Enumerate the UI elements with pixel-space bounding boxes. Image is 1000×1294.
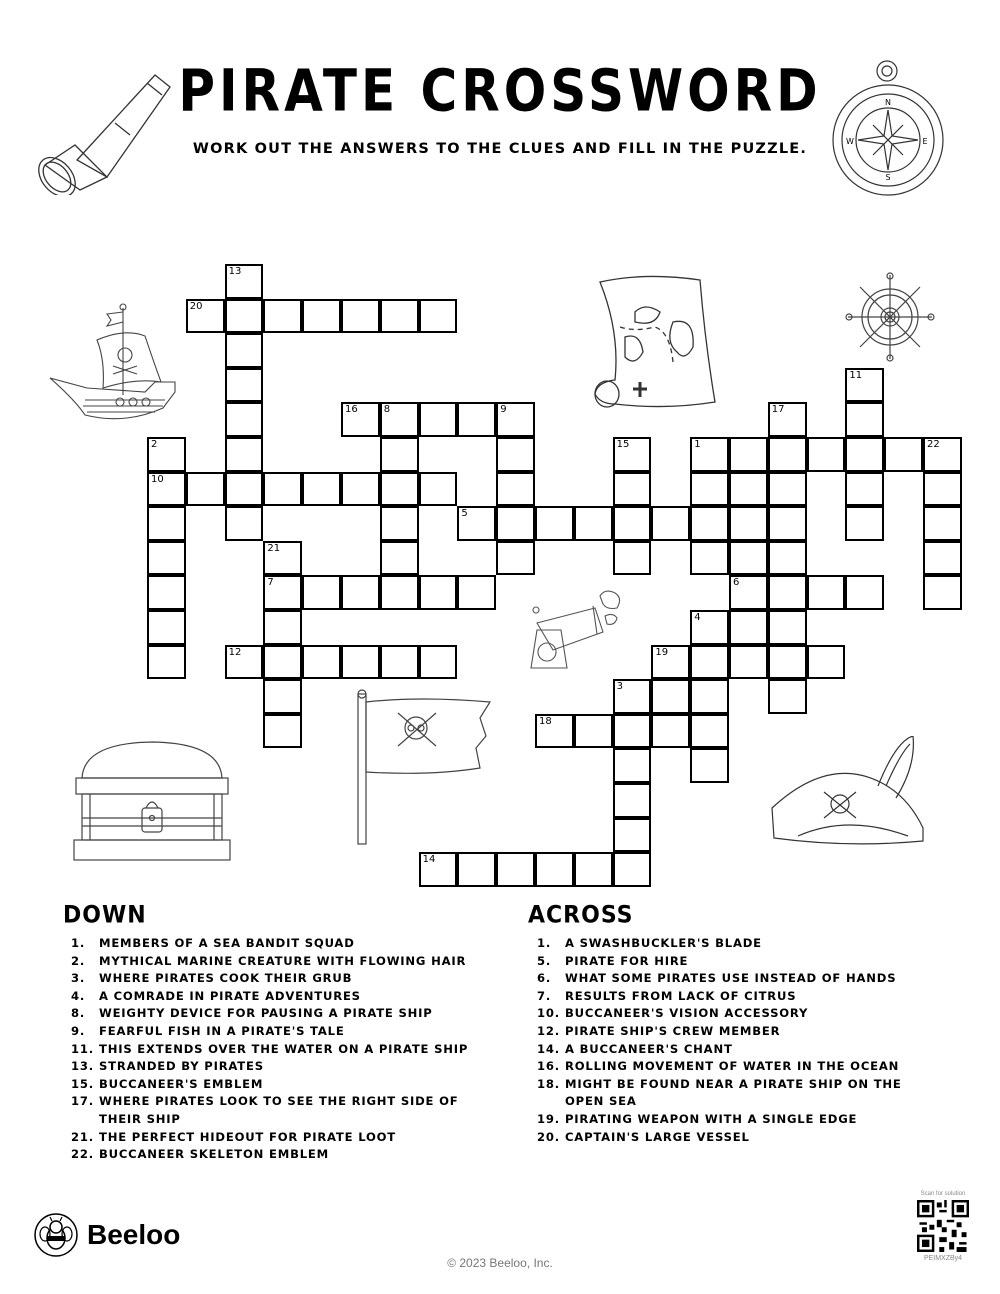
grid-cell[interactable] — [845, 506, 884, 541]
grid-cell[interactable] — [225, 368, 264, 403]
grid-cell[interactable] — [923, 472, 962, 507]
grid-cell[interactable] — [225, 472, 264, 507]
down-clue — [71, 1093, 471, 1128]
compass-n: N — [885, 98, 891, 107]
grid-cell[interactable] — [768, 437, 807, 472]
clue-number: 22 — [927, 439, 940, 450]
clue-text: A COMRADE IN PIRATE ADVENTURES — [99, 988, 361, 1003]
grid-cell[interactable] — [729, 645, 768, 680]
clue-number: 15. — [71, 1076, 94, 1091]
grid-cell[interactable] — [729, 541, 768, 576]
grid-cell[interactable] — [380, 402, 419, 437]
grid-cell[interactable] — [768, 402, 807, 437]
grid-cell[interactable] — [341, 645, 380, 680]
grid-cell[interactable] — [535, 714, 574, 749]
down-heading: DOWN — [63, 901, 147, 930]
grid-cell[interactable] — [225, 299, 264, 334]
grid-cell[interactable] — [768, 541, 807, 576]
grid-cell[interactable] — [535, 506, 574, 541]
clue-number: 13. — [71, 1059, 94, 1074]
grid-cell[interactable] — [690, 610, 729, 645]
clue-text: WHERE PIRATES COOK THEIR GRUB — [99, 971, 353, 986]
grid-cell[interactable] — [729, 506, 768, 541]
grid-cell[interactable] — [225, 645, 264, 680]
grid-cell[interactable] — [613, 679, 652, 714]
grid-cell[interactable] — [496, 541, 535, 576]
solution-qr[interactable] — [912, 1190, 974, 1264]
across-clue — [537, 1076, 927, 1111]
down-clue — [71, 953, 471, 971]
grid-cell[interactable] — [807, 437, 846, 472]
clue-number: 5 — [461, 508, 468, 520]
grid-cell[interactable] — [923, 437, 962, 472]
down-clues — [71, 935, 471, 1164]
grid-cell[interactable] — [845, 402, 884, 437]
down-clue — [71, 988, 471, 1006]
clue-number: 7 — [267, 577, 274, 589]
clue-number: 13 — [228, 266, 242, 277]
clue-text: FEARFUL FISH IN A PIRATE'S TALE — [99, 1023, 345, 1038]
clue-number: 16 — [345, 404, 358, 416]
clue-number: 15 — [616, 439, 630, 450]
grid-cell[interactable] — [729, 437, 768, 472]
grid-cell[interactable] — [186, 299, 225, 334]
clue-number: 17. — [71, 1094, 94, 1109]
clue-text: STRANDED BY PIRATES — [99, 1059, 264, 1074]
down-clue — [71, 1146, 471, 1164]
grid-cell[interactable] — [147, 437, 186, 472]
clue-text: WHAT SOME PIRATES USE INSTEAD OF HANDS — [565, 971, 897, 986]
clue-text: THIS EXTENDS OVER THE WATER ON A PIRATE SHIP — [99, 1041, 469, 1056]
clue-number: 12. — [537, 1023, 560, 1038]
grid-cell[interactable] — [263, 679, 302, 714]
clue-number: 20 — [189, 300, 203, 312]
grid-cell[interactable] — [147, 610, 186, 645]
clue-number: 3 — [616, 681, 623, 693]
down-clue — [71, 1041, 471, 1059]
grid-cell[interactable] — [535, 852, 574, 887]
clue-number: 6 — [733, 577, 740, 589]
grid-cell[interactable] — [690, 645, 729, 680]
grid-cell[interactable] — [341, 575, 380, 610]
grid-cell[interactable] — [884, 437, 923, 472]
clue-number: 3. — [71, 971, 86, 986]
grid-cell[interactable] — [147, 472, 186, 507]
clue-text: WEIGHTY DEVICE FOR PAUSING A PIRATE SHIP — [99, 1006, 433, 1021]
grid-cell[interactable] — [923, 506, 962, 541]
grid-cell[interactable] — [263, 472, 302, 507]
grid-cell[interactable] — [302, 645, 341, 680]
grid-cell[interactable] — [380, 437, 419, 472]
clue-number: 16. — [537, 1059, 560, 1074]
grid-cell[interactable] — [380, 506, 419, 541]
grid-cell[interactable] — [613, 506, 652, 541]
grid-cell[interactable] — [419, 852, 458, 887]
clue-number: 17 — [771, 404, 785, 416]
grid-cell[interactable] — [690, 748, 729, 783]
grid-cell[interactable] — [380, 575, 419, 610]
grid-cell[interactable] — [651, 645, 690, 680]
grid-cell[interactable] — [613, 748, 652, 783]
grid-cell[interactable] — [302, 575, 341, 610]
grid-cell[interactable] — [186, 472, 225, 507]
grid-cell[interactable] — [768, 679, 807, 714]
grid-cell[interactable] — [690, 679, 729, 714]
clue-number: 11 — [849, 369, 863, 381]
grid-cell[interactable] — [225, 333, 264, 368]
grid-cell[interactable] — [225, 264, 264, 299]
grid-cell[interactable] — [380, 645, 419, 680]
across-clues — [537, 935, 927, 1146]
grid-cell[interactable] — [613, 714, 652, 749]
grid-cell[interactable] — [690, 541, 729, 576]
clue-text: ROLLING MOVEMENT OF WATER IN THE OCEAN — [565, 1059, 900, 1074]
grid-cell[interactable] — [651, 506, 690, 541]
grid-cell[interactable] — [807, 575, 846, 610]
grid-cell[interactable] — [419, 299, 458, 334]
grid-cell[interactable] — [845, 472, 884, 507]
grid-cell[interactable] — [845, 437, 884, 472]
down-clue — [71, 1005, 471, 1023]
grid-cell[interactable] — [496, 506, 535, 541]
down-clue — [71, 1023, 471, 1041]
grid-cell[interactable] — [263, 645, 302, 680]
grid-cell[interactable] — [147, 541, 186, 576]
clue-number: 19 — [655, 646, 669, 658]
clue-number: 8 — [383, 404, 391, 416]
clue-number: 20. — [537, 1129, 560, 1144]
clue-number: 11. — [71, 1041, 94, 1056]
down-clue — [71, 1058, 471, 1076]
clue-number: 18. — [537, 1076, 560, 1091]
grid-cell[interactable] — [923, 541, 962, 576]
grid-cell[interactable] — [613, 541, 652, 576]
grid-cell[interactable] — [574, 506, 613, 541]
clue-text: MIGHT BE FOUND NEAR A PIRATE SHIP ON THE OPEN SEA — [565, 1076, 902, 1109]
grid-cell[interactable] — [341, 402, 380, 437]
grid-cell[interactable] — [147, 575, 186, 610]
grid-cell[interactable] — [147, 645, 186, 680]
clue-number: 1. — [537, 936, 552, 950]
clue-text: A SWASHBUCKLER'S BLADE — [565, 936, 762, 950]
grid-cell[interactable] — [729, 472, 768, 507]
clue-number: 19. — [537, 1111, 560, 1126]
grid-cell[interactable] — [574, 852, 613, 887]
grid-cell[interactable] — [613, 472, 652, 507]
across-clue — [537, 953, 927, 971]
grid-cell[interactable] — [768, 575, 807, 610]
grid-cell[interactable] — [613, 818, 652, 853]
grid-cell[interactable] — [263, 610, 302, 645]
clue-number: 22. — [71, 1147, 94, 1162]
grid-cell[interactable] — [729, 575, 768, 610]
page-title: PIRATE CROSSWORD — [178, 57, 822, 125]
clue-text: RESULTS FROM LACK OF CITRUS — [565, 988, 797, 1003]
grid-cell[interactable] — [845, 368, 884, 403]
across-clue — [537, 1005, 927, 1023]
across-heading: ACROSS — [528, 901, 634, 930]
grid-cell[interactable] — [457, 575, 496, 610]
grid-cell[interactable] — [807, 645, 846, 680]
down-clue — [71, 1076, 471, 1094]
clue-number: 10 — [151, 473, 164, 485]
across-clue — [537, 1041, 927, 1059]
grid-cell[interactable] — [690, 506, 729, 541]
across-clue — [537, 1023, 927, 1041]
grid-cell[interactable] — [380, 541, 419, 576]
qr-caption: Scan for solution — [920, 1191, 966, 1197]
grid-cell[interactable] — [263, 575, 302, 610]
across-clue — [537, 988, 927, 1006]
clue-text: BUCCANEER'S VISION ACCESSORY — [565, 1006, 809, 1021]
grid-cell[interactable] — [302, 472, 341, 507]
grid-cell[interactable] — [225, 437, 264, 472]
grid-cell[interactable] — [651, 714, 690, 749]
grid-cell[interactable] — [457, 852, 496, 887]
down-clue — [71, 935, 471, 953]
compass-s: S — [885, 173, 891, 182]
clue-text: BUCCANEER SKELETON EMBLEM — [99, 1147, 329, 1162]
clue-text: A BUCCANEER'S CHANT — [565, 1041, 733, 1056]
grid-cell[interactable] — [419, 645, 458, 680]
grid-cell[interactable] — [496, 437, 535, 472]
grid-cell[interactable] — [690, 472, 729, 507]
across-clue — [537, 970, 927, 988]
grid-cell[interactable] — [845, 575, 884, 610]
grid-cell[interactable] — [574, 714, 613, 749]
clue-text: MYTHICAL MARINE CREATURE WITH FLOWING HAIR — [99, 953, 467, 968]
clue-number: 12 — [228, 646, 242, 658]
grid-cell[interactable] — [457, 506, 496, 541]
across-clue — [537, 935, 927, 953]
grid-cell[interactable] — [613, 437, 652, 472]
grid-cell[interactable] — [768, 610, 807, 645]
grid-cell[interactable] — [263, 299, 302, 334]
clue-number: 6. — [537, 971, 552, 986]
clue-text: PIRATE SHIP'S CREW MEMBER — [565, 1023, 781, 1038]
grid-cell[interactable] — [419, 402, 458, 437]
grid-cell[interactable] — [496, 472, 535, 507]
clue-number: 14 — [422, 854, 436, 866]
clue-number: 7. — [537, 988, 552, 1003]
grid-cell[interactable] — [341, 299, 380, 334]
clue-number: 14. — [537, 1041, 560, 1056]
grid-cell[interactable] — [263, 714, 302, 749]
across-clue — [537, 1111, 927, 1129]
grid-cell[interactable] — [302, 299, 341, 334]
compass-w: W — [846, 137, 854, 146]
grid-cell[interactable] — [496, 402, 535, 437]
clue-text: CAPTAIN'S LARGE VESSEL — [565, 1129, 750, 1144]
clue-number: 9 — [500, 404, 507, 416]
grid-cell[interactable] — [496, 852, 535, 887]
down-clue — [71, 970, 471, 988]
bee-icon — [33, 1212, 79, 1258]
clue-number: 8. — [71, 1006, 86, 1021]
across-clue — [537, 1129, 927, 1147]
clue-text: THE PERFECT HIDEOUT FOR PIRATE LOOT — [99, 1129, 396, 1144]
clue-text: WHERE PIRATES LOOK TO SEE THE RIGHT SIDE OF THEIR SHIP — [99, 1094, 459, 1126]
beeloo-logo[interactable] — [33, 1212, 180, 1258]
clue-number: 18 — [539, 715, 552, 727]
brand-name: Beeloo — [87, 1219, 181, 1250]
clue-number: 4. — [71, 988, 86, 1003]
clue-number: 10. — [537, 1006, 560, 1021]
grid-cell[interactable] — [147, 506, 186, 541]
clue-number: 21 — [267, 542, 281, 554]
grid-cell[interactable] — [419, 472, 458, 507]
grid-cell[interactable] — [263, 541, 302, 576]
clue-number: 2. — [71, 953, 86, 968]
grid-cell[interactable] — [225, 402, 264, 437]
clue-text: BUCCANEER'S EMBLEM — [99, 1076, 264, 1091]
grid-cell[interactable] — [419, 575, 458, 610]
grid-cell[interactable] — [729, 610, 768, 645]
clue-number: 5. — [537, 953, 552, 968]
grid-cell[interactable] — [613, 852, 652, 887]
grid-cell[interactable] — [380, 299, 419, 334]
clue-number: 2 — [151, 439, 158, 450]
clue-number: 4 — [694, 612, 701, 623]
clue-text: PIRATE FOR HIRE — [565, 953, 689, 968]
clue-text: MEMBERS OF A SEA BANDIT SQUAD — [99, 936, 355, 950]
clue-number: 1. — [71, 936, 86, 950]
grid-cell[interactable] — [457, 402, 496, 437]
grid-cell[interactable] — [923, 575, 962, 610]
grid-cell[interactable] — [690, 437, 729, 472]
grid-cell[interactable] — [651, 679, 690, 714]
compass-e: E — [922, 137, 928, 146]
qr-code-id: PEIMXZBy4 — [923, 1255, 963, 1262]
grid-cell[interactable] — [768, 645, 807, 680]
copyright: © 2023 Beeloo, Inc. — [447, 1256, 553, 1270]
down-clue — [71, 1129, 471, 1147]
clue-number: 21. — [71, 1129, 94, 1144]
instructions: WORK OUT THE ANSWERS TO THE CLUES AND FILL IN THE PUZZLE. — [192, 141, 808, 157]
qr-code-icon — [917, 1200, 969, 1252]
grid-cell[interactable] — [690, 714, 729, 749]
grid-cell[interactable] — [380, 472, 419, 507]
grid-cell[interactable] — [768, 506, 807, 541]
clue-number: 9. — [71, 1023, 86, 1038]
grid-cell[interactable] — [768, 472, 807, 507]
clue-number: 1 — [694, 439, 701, 450]
grid-cell[interactable] — [225, 506, 264, 541]
grid-cell[interactable] — [341, 472, 380, 507]
grid-cell[interactable] — [613, 783, 652, 818]
clue-text: PIRATING WEAPON WITH A SINGLE EDGE — [565, 1111, 858, 1126]
across-clue — [537, 1058, 927, 1076]
